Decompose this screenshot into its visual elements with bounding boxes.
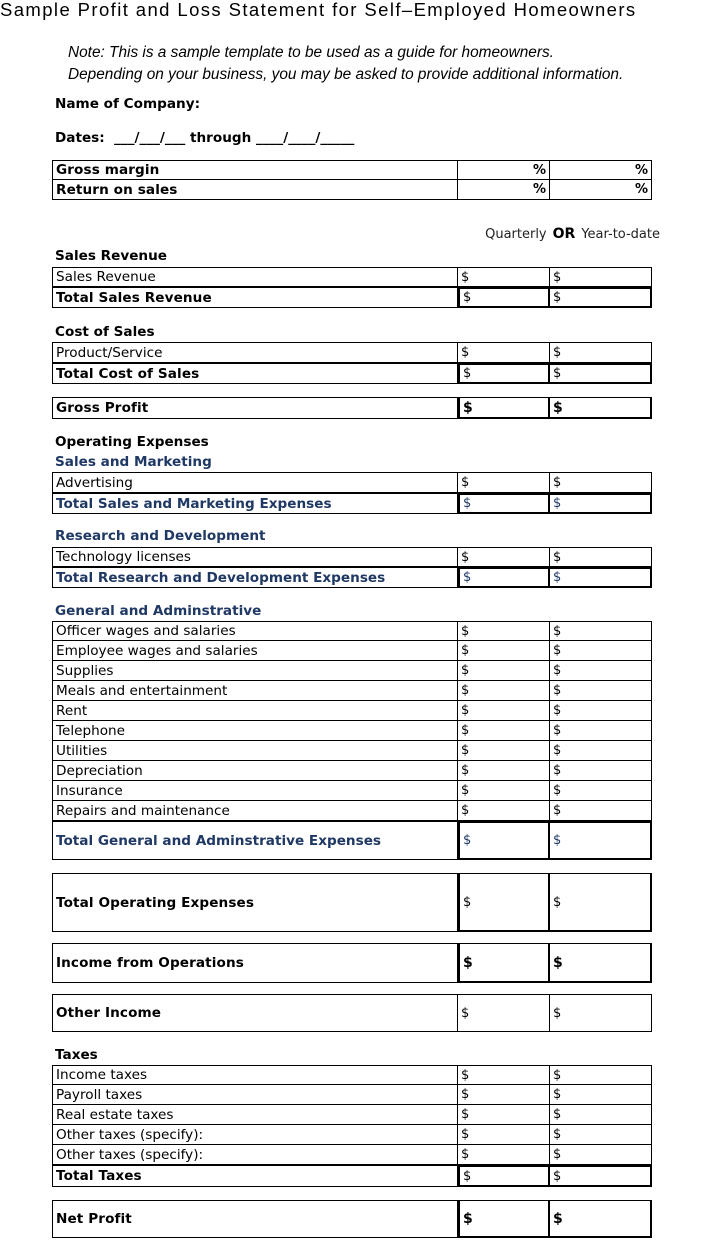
ytd-cell[interactable]: $ [550, 661, 652, 681]
quarterly-cell[interactable]: $ [458, 267, 550, 287]
ytd-cell[interactable]: $ [550, 801, 652, 821]
other-income-table [52, 994, 652, 1032]
company-name-label: Name of Company: [55, 96, 201, 112]
table-row [52, 681, 652, 701]
net-profit-table [52, 1200, 652, 1238]
ytd-cell[interactable]: $ [550, 781, 652, 801]
ytd-cell[interactable]: $ [550, 943, 652, 983]
quarterly-cell[interactable]: $ [458, 472, 550, 493]
row-label: Total Sales and Marketing Expenses [52, 493, 458, 514]
ytd-cell[interactable]: $ [550, 1165, 652, 1187]
ytd-cell[interactable]: $ [550, 821, 652, 860]
quarterly-cell[interactable]: $ [458, 641, 550, 661]
row-label: Net Profit [52, 1200, 458, 1238]
row-label: Other Income [52, 994, 458, 1032]
quarterly-cell[interactable]: $ [458, 1165, 550, 1187]
table-row [52, 701, 652, 721]
quarterly-cell[interactable]: $ [458, 821, 550, 860]
quarterly-cell[interactable]: $ [458, 721, 550, 741]
table-row [52, 994, 652, 1032]
ytd-cell[interactable]: $ [550, 1105, 652, 1125]
quarterly-cell[interactable]: % [458, 180, 550, 200]
note-line-1: Note: This is a sample template to be used as a guide for homeowners. [68, 44, 554, 61]
subsection-heading-general-admin: General and Adminstrative [55, 603, 262, 619]
ytd-cell[interactable]: $ [550, 761, 652, 781]
table-row [52, 621, 652, 641]
subsection-heading-research-development: Research and Development [55, 528, 266, 544]
total-operating-expenses-table [52, 873, 652, 932]
ytd-cell[interactable]: $ [550, 681, 652, 701]
table-row [52, 567, 652, 588]
ytd-cell[interactable]: % [550, 180, 652, 200]
table-row [52, 267, 652, 287]
row-label: Payroll taxes [52, 1085, 458, 1105]
quarterly-cell[interactable]: $ [458, 873, 550, 932]
dates-label: Dates: ___/___/___ through ____/____/_____ [55, 130, 355, 146]
quarterly-cell[interactable]: $ [458, 1065, 550, 1085]
table-row [52, 801, 652, 821]
ytd-cell[interactable]: $ [550, 397, 652, 419]
row-label: Total Taxes [52, 1165, 458, 1187]
table-row [52, 342, 652, 363]
table-row [52, 741, 652, 761]
row-label: Gross Profit [52, 397, 458, 419]
gross-profit-table [52, 397, 652, 419]
ytd-cell[interactable]: $ [550, 741, 652, 761]
ytd-cell[interactable]: $ [550, 1065, 652, 1085]
table-row [52, 761, 652, 781]
quarterly-cell[interactable]: $ [458, 342, 550, 363]
section-heading-cost-of-sales: Cost of Sales [55, 324, 155, 340]
table-row [52, 641, 652, 661]
table-row [52, 1125, 652, 1145]
row-label: Telephone [52, 721, 458, 741]
quarterly-cell[interactable]: $ [458, 1125, 550, 1145]
row-label: Employee wages and salaries [52, 641, 458, 661]
taxes-table [52, 1065, 652, 1187]
section-heading-sales-revenue: Sales Revenue [55, 248, 168, 264]
quarterly-cell[interactable]: $ [458, 621, 550, 641]
section-heading-operating-expenses: Operating Expenses [55, 434, 209, 450]
table-row [52, 781, 652, 801]
table-row [52, 661, 652, 681]
ytd-cell[interactable]: % [550, 160, 652, 180]
ytd-cell[interactable]: $ [550, 363, 652, 384]
table-row [52, 1145, 652, 1165]
row-label: Total Sales Revenue [52, 287, 458, 308]
row-label: Total Research and Development Expenses [52, 567, 458, 588]
ytd-cell[interactable]: $ [550, 287, 652, 308]
quarterly-cell[interactable]: $ [458, 741, 550, 761]
quarterly-header: Quarterly [485, 227, 547, 242]
ytd-cell[interactable]: $ [550, 493, 652, 514]
sales-marketing-table [52, 472, 652, 514]
column-header [440, 225, 660, 244]
table-row [52, 943, 652, 983]
ytd-cell[interactable]: $ [550, 994, 652, 1032]
quarterly-cell[interactable]: % [458, 160, 550, 180]
quarterly-cell[interactable]: $ [458, 994, 550, 1032]
row-label: Depreciation [52, 761, 458, 781]
research-development-table [52, 547, 652, 588]
row-label: Other taxes (specify): [52, 1145, 458, 1165]
quarterly-cell[interactable]: $ [458, 1145, 550, 1165]
quarterly-cell[interactable]: $ [458, 363, 550, 384]
table-row [52, 547, 652, 567]
row-label: Meals and entertainment [52, 681, 458, 701]
row-label: Total Cost of Sales [52, 363, 458, 384]
quarterly-cell[interactable]: $ [458, 1105, 550, 1125]
table-row [52, 472, 652, 493]
cost-of-sales-table [52, 342, 652, 384]
quarterly-cell[interactable]: $ [458, 567, 550, 588]
quarterly-cell[interactable]: $ [458, 781, 550, 801]
quarterly-cell[interactable]: $ [458, 547, 550, 567]
quarterly-cell[interactable]: $ [458, 1085, 550, 1105]
table-row [52, 493, 652, 514]
table-row [52, 160, 652, 180]
ytd-cell[interactable]: $ [550, 641, 652, 661]
ytd-cell[interactable]: $ [550, 547, 652, 567]
row-label: Gross margin [52, 160, 458, 180]
row-label: Advertising [52, 472, 458, 493]
ytd-cell[interactable]: $ [550, 472, 652, 493]
row-label: Income taxes [52, 1065, 458, 1085]
table-row [52, 363, 652, 384]
quarterly-cell[interactable]: $ [458, 661, 550, 681]
table-row [52, 1065, 652, 1085]
quarterly-cell[interactable]: $ [458, 1200, 550, 1238]
ytd-cell[interactable]: $ [550, 342, 652, 363]
page-title: Sample Profit and Loss Statement for Self–Employed Homeowners [0, 0, 637, 20]
sales-revenue-table [52, 267, 652, 308]
table-row [52, 1085, 652, 1105]
row-label: Repairs and maintenance [52, 801, 458, 821]
table-row [52, 1105, 652, 1125]
quarterly-cell[interactable]: $ [458, 397, 550, 419]
ytd-cell[interactable]: $ [550, 701, 652, 721]
section-heading-taxes: Taxes [55, 1047, 98, 1063]
quarterly-cell[interactable]: $ [458, 761, 550, 781]
table-row [52, 721, 652, 741]
ytd-cell[interactable]: $ [550, 567, 652, 588]
row-label: Real estate taxes [52, 1105, 458, 1125]
ytd-cell[interactable]: $ [550, 1200, 652, 1238]
quarterly-cell[interactable]: $ [458, 493, 550, 514]
table-row [52, 873, 652, 932]
row-label: Total General and Adminstrative Expenses [52, 821, 458, 860]
row-label: Income from Operations [52, 943, 458, 983]
ytd-cell[interactable]: $ [550, 267, 652, 287]
row-label: Officer wages and salaries [52, 621, 458, 641]
ytd-cell[interactable]: $ [550, 1085, 652, 1105]
quarterly-cell[interactable]: $ [458, 943, 550, 983]
row-label: Total Operating Expenses [52, 873, 458, 932]
or-header: OR [552, 226, 576, 242]
ytd-cell[interactable]: $ [550, 621, 652, 641]
row-label: Other taxes (specify): [52, 1125, 458, 1145]
quarterly-cell[interactable]: $ [458, 701, 550, 721]
note-line-2: Depending on your business, you may be asked to provide additional information. [68, 66, 624, 83]
table-row [52, 397, 652, 419]
row-label: Utilities [52, 741, 458, 761]
income-from-operations-table [52, 943, 652, 983]
ratios-table [52, 160, 652, 200]
subsection-heading-sales-marketing: Sales and Marketing [55, 454, 212, 470]
ytd-cell[interactable]: $ [550, 1145, 652, 1165]
table-row [52, 1165, 652, 1187]
table-row [52, 821, 652, 860]
row-label: Supplies [52, 661, 458, 681]
quarterly-cell[interactable]: $ [458, 681, 550, 701]
row-label: Rent [52, 701, 458, 721]
row-label: Return on sales [52, 180, 458, 200]
quarterly-cell[interactable]: $ [458, 287, 550, 308]
table-row [52, 180, 652, 200]
ytd-header: Year-to-date [581, 227, 660, 242]
table-row [52, 1200, 652, 1238]
row-label: Insurance [52, 781, 458, 801]
ytd-cell[interactable]: $ [550, 1125, 652, 1145]
row-label: Sales Revenue [52, 267, 458, 287]
row-label: Product/Service [52, 342, 458, 363]
ytd-cell[interactable]: $ [550, 721, 652, 741]
row-label: Technology licenses [52, 547, 458, 567]
ytd-cell[interactable]: $ [550, 873, 652, 932]
table-row [52, 287, 652, 308]
quarterly-cell[interactable]: $ [458, 801, 550, 821]
general-admin-table [52, 621, 652, 860]
